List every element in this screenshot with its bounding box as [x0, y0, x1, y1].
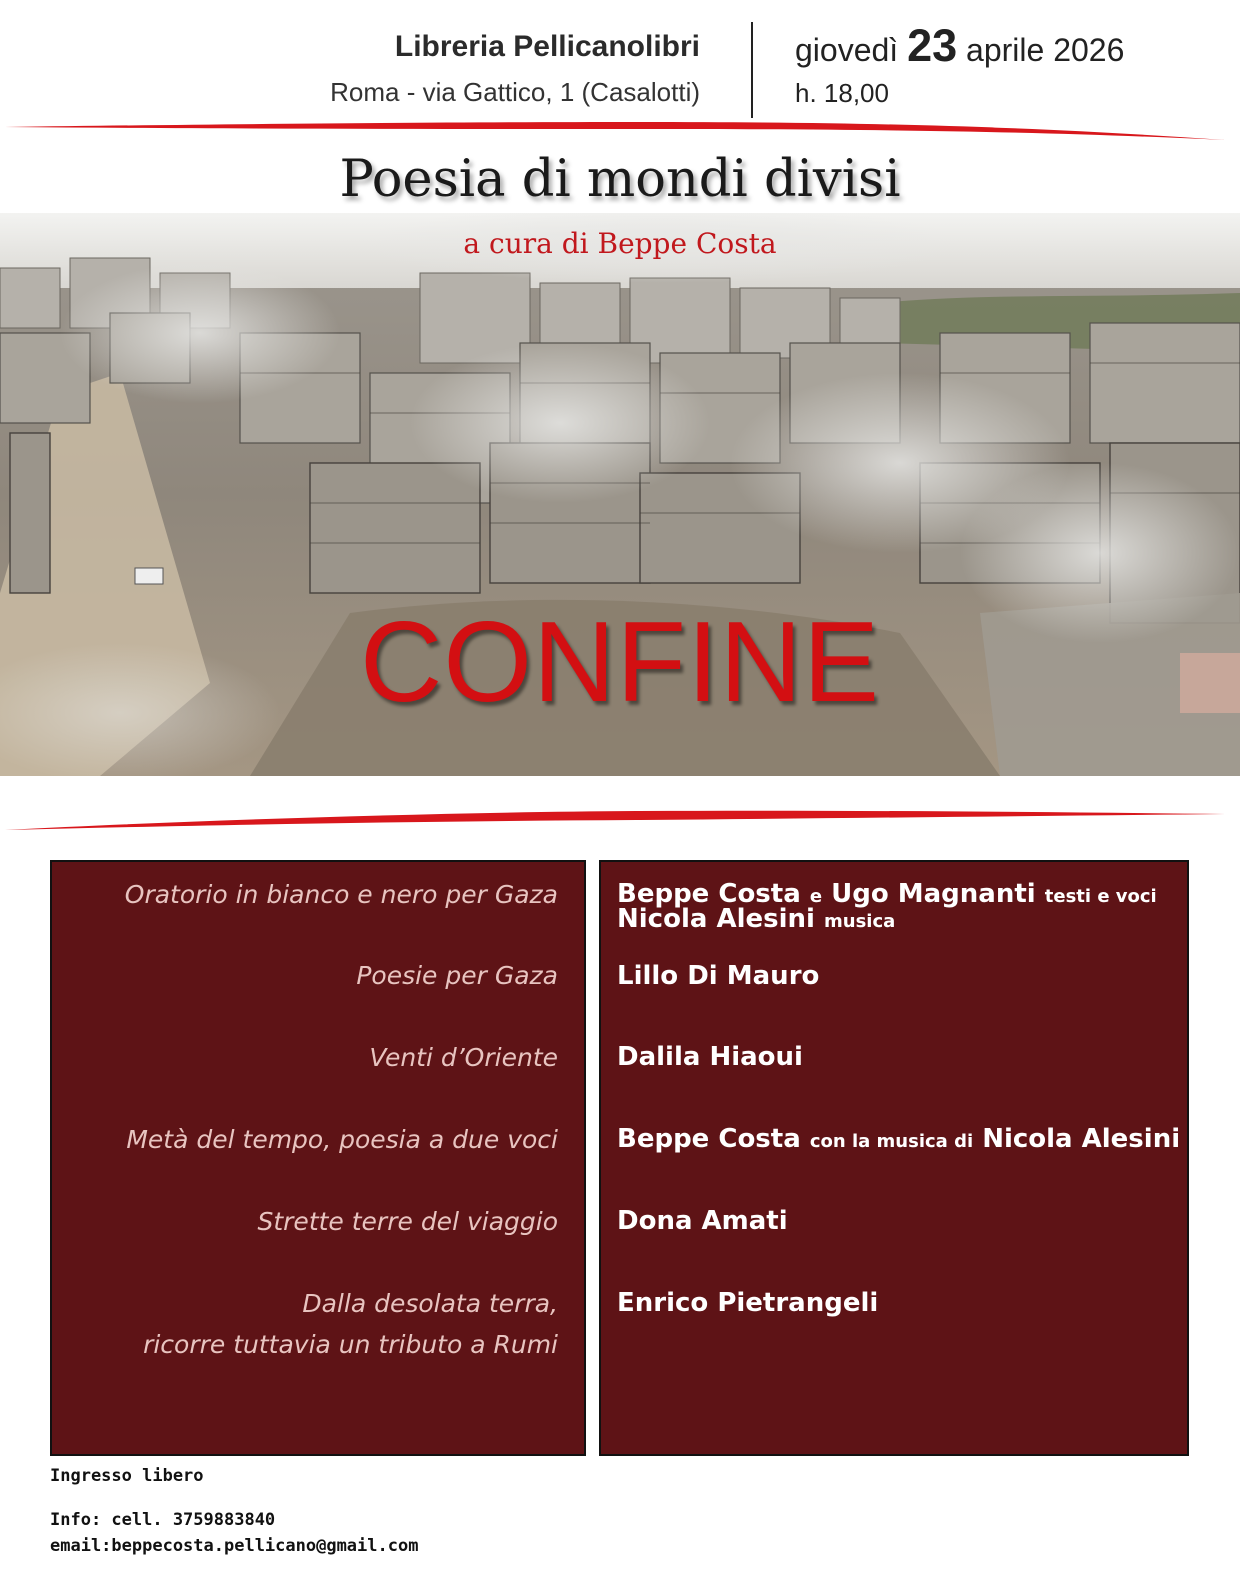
- program-work: Venti d’Oriente: [369, 1043, 558, 1072]
- performer-name: Nicola Alesini: [982, 1124, 1181, 1154]
- program-performer: [617, 1207, 788, 1236]
- performer-name: Enrico Pietrangeli: [617, 1288, 879, 1318]
- program-performer: [617, 962, 819, 991]
- program-work-line: Dalla desolata terra,: [302, 1289, 558, 1318]
- info-phone: Info: cell. 3759883840: [50, 1510, 276, 1530]
- event-date: [795, 20, 1124, 72]
- contact-email[interactable]: email:beppecosta.pellicano@gmail.com: [50, 1536, 419, 1556]
- performer-name: Beppe Costa: [617, 1124, 801, 1154]
- program-performer: [617, 1043, 803, 1072]
- program-work: Metà del tempo, poesia a due voci: [126, 1125, 558, 1154]
- date-day: 23: [907, 20, 958, 71]
- top-red-swoosh: [0, 120, 1240, 146]
- event-title: Poesia di mondi divisi: [339, 150, 901, 209]
- program-performers-box: [599, 860, 1189, 1456]
- performer-name: Ugo Magnanti: [831, 879, 1036, 909]
- date-month-year: aprile 2026: [966, 32, 1125, 68]
- program-performer: [617, 1125, 1180, 1156]
- performer-name: Lillo Di Mauro: [617, 961, 820, 991]
- performer-name: Beppe Costa: [617, 879, 801, 909]
- performer-name: Nicola Alesini: [617, 904, 815, 934]
- program-works-box: [50, 860, 586, 1456]
- performer-connector: con la musica di: [809, 1131, 974, 1152]
- venue-address: Roma - via Gattico, 1 (Casalotti): [330, 77, 700, 107]
- program-work: [143, 1283, 558, 1365]
- performer-name: Dalila Hiaoui: [617, 1042, 803, 1072]
- program-performer: [617, 880, 1157, 936]
- event-time: h. 18,00: [795, 78, 889, 108]
- header-divider: [751, 22, 753, 118]
- program-work: Oratorio in bianco e nero per Gaza: [124, 880, 558, 909]
- performer-name: Dona Amati: [617, 1206, 788, 1236]
- event-curator: a cura di Beppe Costa: [463, 227, 777, 260]
- performer-role: musica: [824, 911, 896, 932]
- venue-name: Libreria Pellicanolibri: [394, 30, 700, 63]
- performer-role: testi e voci: [1044, 886, 1157, 907]
- entry-note: Ingresso libero: [50, 1466, 204, 1486]
- performer-connector: e: [809, 886, 823, 907]
- event-headline: CONFINE: [360, 599, 880, 726]
- program-work-line: ricorre tuttavia un tributo a Rumi: [143, 1330, 558, 1359]
- program-work: Strette terre del viaggio: [257, 1207, 558, 1236]
- program-work: Poesie per Gaza: [356, 961, 558, 990]
- date-weekday: giovedì: [795, 32, 899, 68]
- bottom-red-swoosh: [0, 808, 1240, 834]
- program-performer: [617, 1289, 878, 1318]
